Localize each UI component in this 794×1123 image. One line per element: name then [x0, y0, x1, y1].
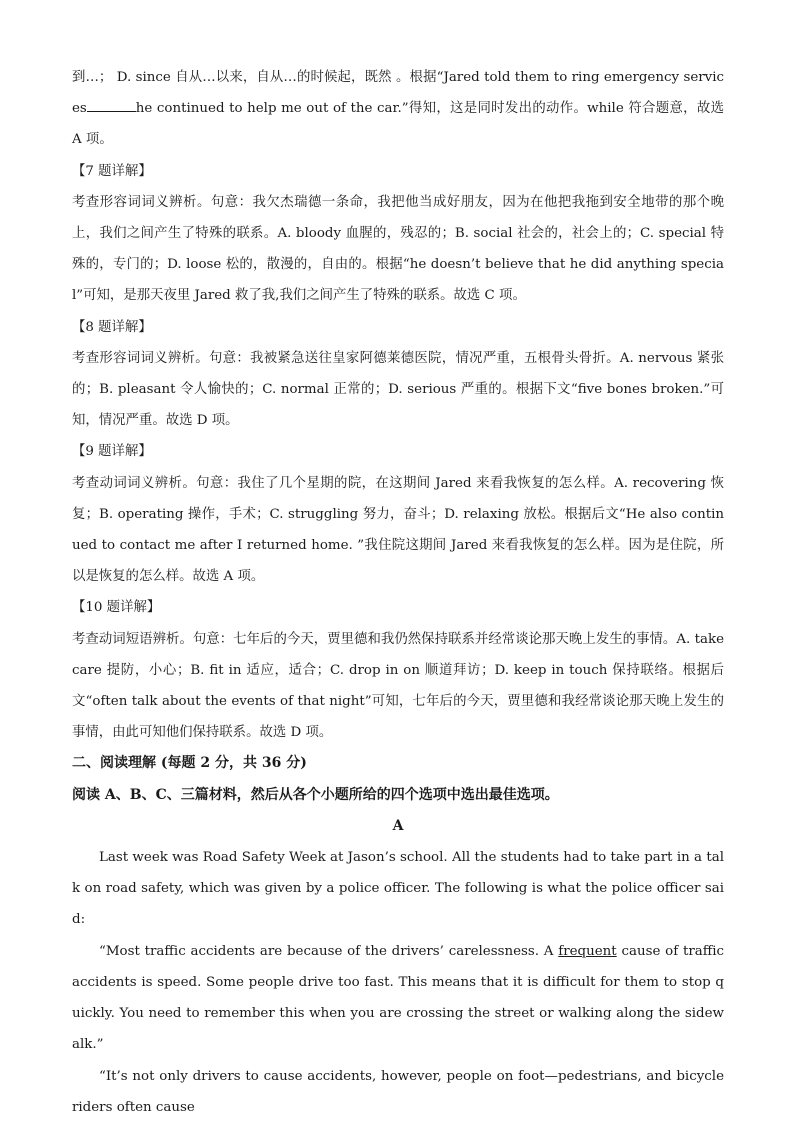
passage-a-label: A	[392, 817, 404, 834]
answer-6-continuation	[72, 62, 724, 156]
question-7-explanation: 考查形容词词义辨析。句意：我欠杰瑞德一条命，我把他当成好朋友，因为在他把我拖到安全地带的那个晚上，我们之间产生了特殊的联系。A. bloody 血腥的，残忍的；B. social 社会的，社会上的；C. special 特殊的，专门的；D. loose 松的，散漫的，自由的。根据“he doesn’t believe that he did anything special”可知，是那天夜里 Jared 救了我,我们之间产生了特殊的联系。故选 C 项。	[72, 194, 724, 304]
passage-a-paragraph-1: Last week was Road Safety Week at Jason’s school. All the students had to take part in a talk on road safety, which was given by a police officer. The following is what the police officer said:	[72, 850, 724, 928]
answer-6-text-end: he continued to help me out of the car.”得知，这是同时发出的动作。while 符合题意，故选 A 项。	[72, 101, 724, 148]
paragraph-2-start: “Most traffic accidents are because of the drivers’ carelessness. A	[99, 943, 559, 959]
page-content	[72, 62, 724, 1123]
question-10-explanation: 考查动词短语辨析。句意：七年后的今天，贾里德和我仍然保持联系并经常谈论那天晚上发生的事情。A. take care 提防，小心；B. fit in 适应，适合；C. drop in on 顺道拜访；D. keep in touch 保持联络。根据后文“often talk about the events of that night”可知，七年后的今天，贾里德和我经常谈论那天晚上发生的事情，由此可知他们保持联系。故选 D 项。	[72, 631, 724, 741]
question-8-explanation: 考查形容词词义辨析。句意：我被紧急送往皇家阿德莱德医院，情况严重，五根骨头骨折。A. nervous 紧张的；B. pleasant 令人愉快的；C. normal 正常的；D. serious 严重的。根据下文“five bones broken.”可知，情况严重。故选 D 项。	[72, 350, 724, 429]
question-8-heading: 【8 题详解】	[72, 319, 152, 335]
underlined-word-frequent: frequent	[558, 943, 617, 959]
question-7-heading: 【7 题详解】	[72, 163, 152, 179]
question-10-heading: 【10 题详解】	[72, 600, 161, 616]
fill-in-blank	[87, 99, 136, 112]
answer-6-text-start: 到…； D. since 自从…以来，自从…的时候起，既然 。根据“Jared told them to ring emergency services	[72, 70, 724, 117]
question-9-explanation: 考查动词词义辨析。句意：我住了几个星期的院，在这期间 Jared 来看我恢复的怎么样。A. recovering 恢复；B. operating 操作，手术；C. struggling 努力，奋斗；D. relaxing 放松。根据后文“He also continued to contact me after I returned home. ”我住院这期间 Jared 来看我恢复的怎么样。因为是住院，所以是恢复的怎么样。故选 A 项。	[72, 475, 724, 585]
paragraph-2-end: cause of traffic accidents is speed. Some people drive too fast. This means that it is difficult for them to stop quickly. You need to remember this when you are crossing the street or walking along the sidewalk.”	[72, 943, 725, 1053]
section-2-title: 二、阅读理解 (每题 2 分，共 36 分)	[72, 755, 307, 772]
passage-a-paragraph-2	[72, 936, 724, 1061]
section-2-instruction: 阅读 A、B、C、三篇材料，然后从各个小题所给的四个选项中选出最佳选项。	[72, 786, 559, 803]
question-9-heading: 【9 题详解】	[72, 444, 152, 460]
passage-a-paragraph-3: “It’s not only drivers to cause accidents, however, people on foot—pedestrians, and bicycle riders often cause	[72, 1068, 724, 1115]
